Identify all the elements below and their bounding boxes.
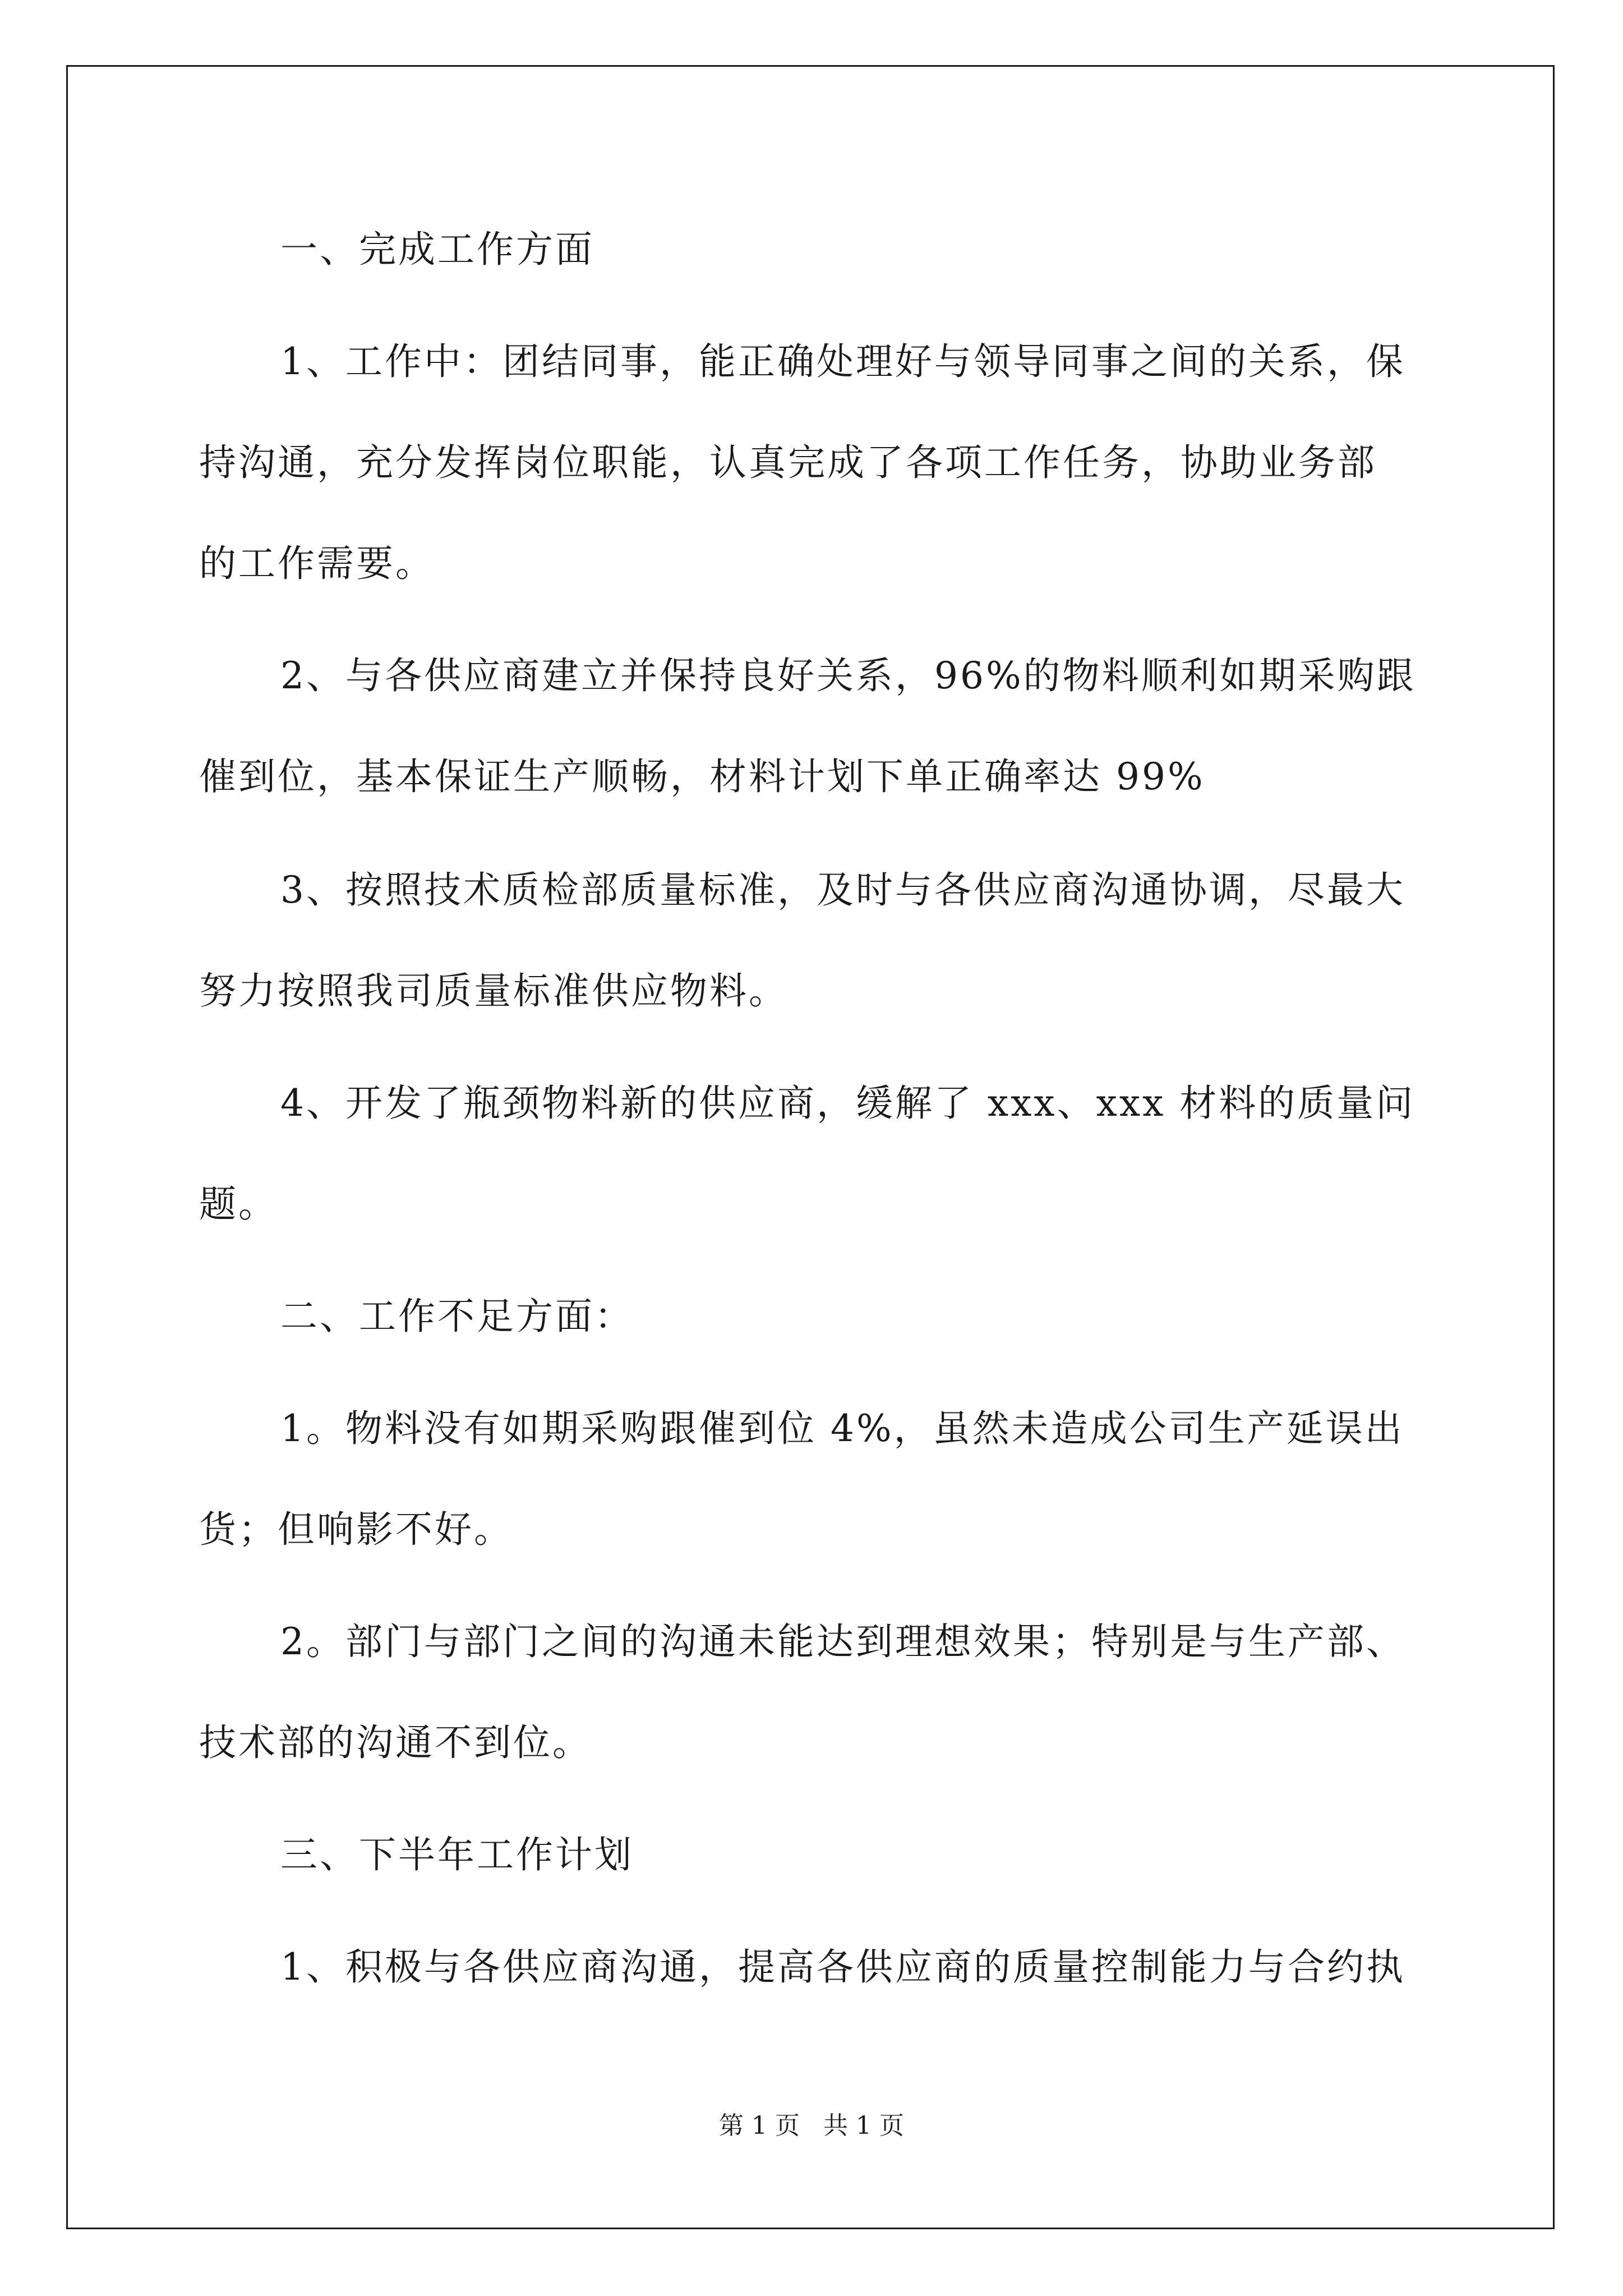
paragraph-line: 1。物料没有如期采购跟催到位 4%，虽然未造成公司生产延误出 <box>280 1407 1404 1450</box>
paragraph-line: 持沟通，充分发挥岗位职能，认真完成了各项工作任务，协助业务部 <box>199 441 1377 484</box>
paragraph-line: 催到位，基本保证生产顺畅，材料计划下单正确率达 99% <box>199 755 1205 798</box>
paragraph-line: 2。部门与部门之间的沟通未能达到理想效果；特别是与生产部、 <box>280 1620 1405 1663</box>
paragraph-line: 的工作需要。 <box>199 542 435 585</box>
page-number-footer: 第 1 页 共 1 页 <box>719 2111 904 2140</box>
page-border <box>66 65 1555 2229</box>
paragraph-line: 题。 <box>199 1182 278 1226</box>
heading-completed-work: 一、完成工作方面 <box>280 228 594 271</box>
paragraph-line: 2、与各供应商建立并保持良好关系，96%的物料顺利如期采购跟 <box>280 654 1416 697</box>
heading-shortcomings: 二、工作不足方面： <box>280 1295 634 1338</box>
paragraph-line: 努力按照我司质量标准供应物料。 <box>199 969 788 1013</box>
heading-next-half-plan: 三、下半年工作计划 <box>280 1833 634 1876</box>
paragraph-line: 4、开发了瓶颈物料新的供应商，缓解了 xxx、xxx 材料的质量问 <box>280 1082 1415 1125</box>
paragraph-line: 3、按照技术质检部质量标准，及时与各供应商沟通协调，尽最大 <box>280 868 1405 912</box>
paragraph-line: 货；但响影不好。 <box>199 1508 513 1551</box>
paragraph-line: 1、积极与各供应商沟通，提高各供应商的质量控制能力与合约执 <box>280 1945 1405 1989</box>
paragraph-line: 1、工作中：团结同事，能正确处理好与领导同事之间的关系，保 <box>280 340 1405 383</box>
paragraph-line: 技术部的沟通不到位。 <box>199 1721 592 1764</box>
